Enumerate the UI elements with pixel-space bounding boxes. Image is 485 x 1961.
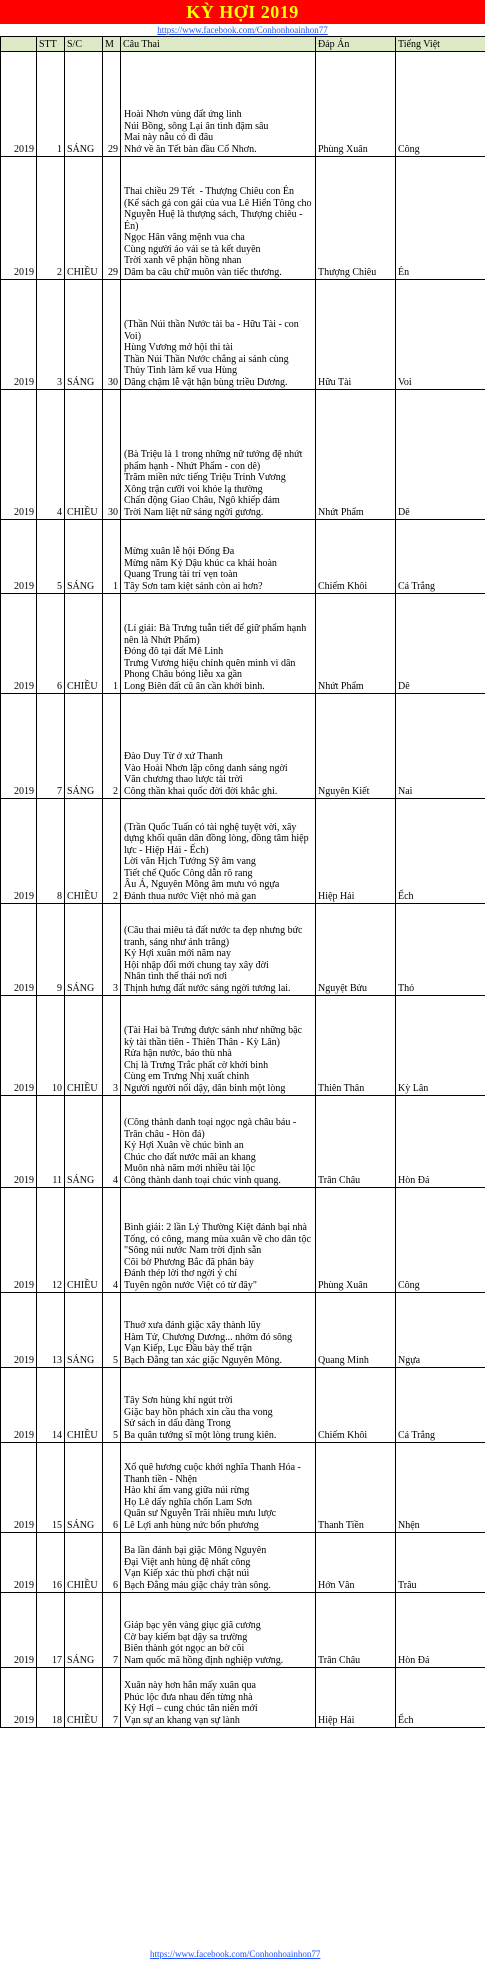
row-session: CHIỀU <box>65 1533 103 1593</box>
row-day: 5 <box>103 1368 121 1443</box>
row-answer: Quang Minh <box>316 1293 396 1368</box>
row-session: SÁNG <box>65 904 103 996</box>
header-tieng-viet: Tiếng Việt <box>396 37 485 52</box>
row-animal: Hòn Đá <box>396 1096 485 1188</box>
row-cau-thai: Tây Sơn hùng khí ngút trời Giặc bay hồn phách xin cầu tha vong Sử sách in dấu đàng Trong Ba quân tướng sĩ một lòng trung kiên. <box>121 1368 316 1443</box>
table-row <box>1 390 485 520</box>
table-row <box>1 1593 485 1668</box>
row-year: 2019 <box>1 390 37 520</box>
row-cau-thai: (Bà Triệu là 1 trong những nữ tướng đệ nhứt phẩm hạnh - Nhứt Phẩm - con dê) Trăm miền nức tiếng Triệu Trinh Vương Xông trận cưỡi voi khỏe lạ thường Chấn động Giao Châu, Ngô khiếp đảm Trời Nam liệt nữ sáng ngời gương. <box>121 390 316 520</box>
row-session: CHIỀU <box>65 390 103 520</box>
row-year: 2019 <box>1 157 37 280</box>
row-answer: Hiệp Hải <box>316 1668 396 1728</box>
table-row <box>1 1668 485 1728</box>
row-year: 2019 <box>1 1188 37 1293</box>
row-answer: Chiếm Khôi <box>316 1368 396 1443</box>
row-day: 3 <box>103 996 121 1096</box>
row-answer: Trân Châu <box>316 1096 396 1188</box>
row-animal: Nhện <box>396 1443 485 1533</box>
row-animal: Cá Trắng <box>396 520 485 594</box>
row-stt: 12 <box>37 1188 65 1293</box>
table-row <box>1 1533 485 1593</box>
row-answer: Nguyên Kiết <box>316 694 396 799</box>
row-day: 30 <box>103 390 121 520</box>
row-session: CHIỀU <box>65 1188 103 1293</box>
row-cau-thai: (Câu thai miêu tả đất nước ta đẹp nhưng bức tranh, sáng như ánh trăng) Kỷ Hợi xuân mới năm nay Hội nhập đổi mới chung tay xây đời Nhân tình thế thái nơi nơi Thịnh hưng đất nước sáng ngời tương lai. <box>121 904 316 996</box>
row-session: CHIỀU <box>65 1668 103 1728</box>
row-session: SÁNG <box>65 694 103 799</box>
row-year: 2019 <box>1 1593 37 1668</box>
row-animal: Cá Trắng <box>396 1368 485 1443</box>
row-stt: 14 <box>37 1368 65 1443</box>
row-cau-thai: Giáp bạc yên vàng giục giã cương Cờ bay kiếm bạt dậy sa trường Biên thành gót ngọc an bờ cõi Nam quốc mã hồng định nghiệp vương. <box>121 1593 316 1668</box>
sheet-title: KỲ HỢI 2019 <box>0 0 485 24</box>
row-answer: Nhứt Phẩm <box>316 390 396 520</box>
row-animal: Ếch <box>396 1668 485 1728</box>
header-year <box>1 37 37 52</box>
row-cau-thai: Hoài Nhơn vùng đất ứng linh Núi Bồng, sông Lại ân tình đậm sâu Mai này nẫu có đi đâu Nhớ về ăn Tết bàn đầu Cổ Nhơn. <box>121 52 316 157</box>
row-day: 6 <box>103 1443 121 1533</box>
row-day: 29 <box>103 157 121 280</box>
row-cau-thai: Mừng xuân lễ hội Đống Đa Mừng năm Kỷ Dậu khúc ca khải hoàn Quang Trung tài trí vẹn toàn Tây Sơn tam kiệt sánh còn ai hơn? <box>121 520 316 594</box>
row-stt: 17 <box>37 1593 65 1668</box>
row-answer: Nhứt Phẩm <box>316 594 396 694</box>
row-stt: 5 <box>37 520 65 594</box>
row-stt: 9 <box>37 904 65 996</box>
facebook-link[interactable]: https://www.facebook.com/Conhonhoainhon77 <box>157 25 328 35</box>
row-animal: Voi <box>396 280 485 390</box>
row-day: 30 <box>103 280 121 390</box>
row-session: CHIỀU <box>65 157 103 280</box>
row-year: 2019 <box>1 520 37 594</box>
row-day: 29 <box>103 52 121 157</box>
table-row <box>1 52 485 157</box>
row-stt: 11 <box>37 1096 65 1188</box>
row-stt: 6 <box>37 594 65 694</box>
row-year: 2019 <box>1 996 37 1096</box>
row-animal: Ếch <box>396 799 485 904</box>
table-row <box>1 996 485 1096</box>
row-session: SÁNG <box>65 1443 103 1533</box>
row-cau-thai: Bình giải: 2 lần Lý Thường Kiệt đánh bại nhà Tống, có công, mang mùa xuân về cho dân tộc "Sông núi nước Nam trời định sẵn Cõi bờ Phương Bắc đã phân bày Đánh thép lời thơ ngời ý chí Tuyên ngôn nước Việt có từ đây" <box>121 1188 316 1293</box>
row-stt: 8 <box>37 799 65 904</box>
row-animal: Trâu <box>396 1533 485 1593</box>
riddle-table <box>0 36 485 1728</box>
table-row <box>1 520 485 594</box>
row-answer: Thiên Thân <box>316 996 396 1096</box>
row-stt: 3 <box>37 280 65 390</box>
table-row <box>1 799 485 904</box>
row-stt: 10 <box>37 996 65 1096</box>
table-body <box>1 52 485 1728</box>
row-year: 2019 <box>1 280 37 390</box>
row-stt: 7 <box>37 694 65 799</box>
row-session: CHIỀU <box>65 1368 103 1443</box>
row-cau-thai: Thuở xưa đánh giặc xây thành lũy Hàm Tử, Chương Dương... nhớm đó sông Vạn Kiếp, Lục Đầu bày thế trận Bạch Đằng tan xác giặc Nguyên Mông. <box>121 1293 316 1368</box>
header-m: M <box>103 37 121 52</box>
row-stt: 4 <box>37 390 65 520</box>
table-header <box>1 37 485 52</box>
row-cau-thai: (Tài Hai bà Trưng được sánh như những bậc kỳ tài thần tiên - Thiên Thân - Kỳ Lân) Rửa hận nước, báo thù nhà Chị là Trưng Trắc phất cờ khởi binh Cùng em Trưng Nhị xuất chinh Người người nối dậy, dân binh một lòng <box>121 996 316 1096</box>
header-cau-thai: Câu Thai <box>121 37 316 52</box>
table-row <box>1 1096 485 1188</box>
row-day: 4 <box>103 1096 121 1188</box>
table-row <box>1 157 485 280</box>
row-answer: Thượng Chiêu <box>316 157 396 280</box>
table-row <box>1 1443 485 1533</box>
row-animal: Kỳ Lân <box>396 996 485 1096</box>
row-session: CHIỀU <box>65 799 103 904</box>
row-cau-thai: Xuân này hơn hẳn mấy xuân qua Phúc lộc đưa nhau đến từng nhà Kỷ Hợi – cung chúc tân niên mới Vạn sự an khang vạn sự lành <box>121 1668 316 1728</box>
footer-link[interactable]: https://www.facebook.com/Conhonhoainhon77 <box>150 1949 321 1959</box>
row-answer: Chiếm Khôi <box>316 520 396 594</box>
table-row <box>1 1368 485 1443</box>
row-year: 2019 <box>1 52 37 157</box>
row-answer: Phùng Xuân <box>316 1188 396 1293</box>
row-year: 2019 <box>1 799 37 904</box>
row-session: SÁNG <box>65 280 103 390</box>
header-stt: STT <box>37 37 65 52</box>
row-animal: Hòn Đá <box>396 1593 485 1668</box>
row-animal: Dê <box>396 390 485 520</box>
row-animal: Dê <box>396 594 485 694</box>
row-session: SÁNG <box>65 520 103 594</box>
row-answer: Hiệp Hải <box>316 799 396 904</box>
row-day: 1 <box>103 594 121 694</box>
row-animal: Nai <box>396 694 485 799</box>
row-day: 7 <box>103 1593 121 1668</box>
row-answer: Nguyệt Bửu <box>316 904 396 996</box>
row-animal: Ngựa <box>396 1293 485 1368</box>
row-day: 3 <box>103 904 121 996</box>
header-dap-an: Đáp Án <box>316 37 396 52</box>
row-day: 5 <box>103 1293 121 1368</box>
row-answer: Hớn Vân <box>316 1533 396 1593</box>
row-session: SÁNG <box>65 1293 103 1368</box>
row-answer: Hữu Tài <box>316 280 396 390</box>
row-day: 1 <box>103 520 121 594</box>
row-session: SÁNG <box>65 1593 103 1668</box>
row-year: 2019 <box>1 1368 37 1443</box>
row-answer: Trân Châu <box>316 1593 396 1668</box>
row-year: 2019 <box>1 1668 37 1728</box>
row-session: SÁNG <box>65 1096 103 1188</box>
row-year: 2019 <box>1 694 37 799</box>
row-cau-thai: (Công thành danh toại ngọc ngà châu báu - Trân châu - Hòn đá) Kỷ Hợi Xuân về chúc bình an Chúc cho đất nước mãi an khang Muôn nhà năm mới nhiều tài lộc Công thành danh toại chúc vinh quang. <box>121 1096 316 1188</box>
row-cau-thai: Ba lần đánh bại giặc Mông Nguyên Đại Việt anh hùng đệ nhất công Vạn Kiếp xác thù phơi chật núi Bạch Đằng máu giặc chảy tràn sông. <box>121 1533 316 1593</box>
row-stt: 2 <box>37 157 65 280</box>
row-day: 2 <box>103 694 121 799</box>
row-year: 2019 <box>1 1533 37 1593</box>
row-animal: Thỏ <box>396 904 485 996</box>
table-row <box>1 904 485 996</box>
row-answer: Phùng Xuân <box>316 52 396 157</box>
row-cau-thai: Xổ quê hương cuộc khởi nghĩa Thanh Hóa - Thanh tiền - Nhện Hào khí ẩm vang giữa núi rừng Họ Lê dấy nghĩa chốn Lam Sơn Quân sư Nguyễn Trãi nhiều mưu lược Lê Lợi anh hùng nức bốn phương <box>121 1443 316 1533</box>
row-session: CHIỀU <box>65 594 103 694</box>
row-animal: Công <box>396 52 485 157</box>
row-year: 2019 <box>1 1293 37 1368</box>
row-cau-thai: Thai chiều 29 Tết - Thượng Chiêu con Én (Kể sách gả con gái của vua Lê Hiển Tông cho Nguyễn Huệ là thượng sách, Thượng chiêu - Én) Ngọc Hân vâng mệnh vua cha Cùng người áo vải se tà kết duyên Trời xanh vẽ phận hồng nhan Dâm ba câu chữ muôn vàn tiếc thương. <box>121 157 316 280</box>
row-day: 7 <box>103 1668 121 1728</box>
row-cau-thai: (Lí giải: Bà Trưng tuẫn tiết để giữ phẩm hạnh nên là Nhứt Phẩm) Đóng đô tại đất Mê Linh Trưng Vương hiệu chỉnh quên mình vì dân Phong Châu bóng liễu xa gần Long Biên đất cũ ân cần khởi binh. <box>121 594 316 694</box>
row-year: 2019 <box>1 594 37 694</box>
row-stt: 16 <box>37 1533 65 1593</box>
row-day: 2 <box>103 799 121 904</box>
table-row <box>1 280 485 390</box>
row-stt: 1 <box>37 52 65 157</box>
row-animal: Công <box>396 1188 485 1293</box>
row-session: CHIỀU <box>65 996 103 1096</box>
row-year: 2019 <box>1 1443 37 1533</box>
table-row <box>1 1188 485 1293</box>
row-year: 2019 <box>1 1096 37 1188</box>
row-year: 2019 <box>1 904 37 996</box>
row-stt: 18 <box>37 1668 65 1728</box>
row-animal: Én <box>396 157 485 280</box>
row-cau-thai: (Trần Quốc Tuấn có tài nghệ tuyệt vời, xây dựng khối quân dân đồng lòng, đồng tâm hiệp lực - Hiệp Hải - Ếch) Lời văn Hịch Tướng Sỹ âm vang Tiết chế Quốc Công dẫn rõ rang Âu Á, Nguyên Mông âm mưu vó ngựa Đánh thua nước Việt nhỏ mà gan <box>121 799 316 904</box>
table-row <box>1 594 485 694</box>
row-day: 4 <box>103 1188 121 1293</box>
row-cau-thai: (Thần Núi thần Nước tài ba - Hữu Tài - con Voi) Hùng Vương mở hội thi tài Thần Núi Thần Nước chẳng ai sánh cùng Thủy Tinh làm kế vua Hùng Dâng chậm lễ vật hận bùng triều Dương. <box>121 280 316 390</box>
header-sc: S/C <box>65 37 103 52</box>
row-day: 6 <box>103 1533 121 1593</box>
row-session: SÁNG <box>65 52 103 157</box>
row-stt: 15 <box>37 1443 65 1533</box>
row-answer: Thanh Tiền <box>316 1443 396 1533</box>
row-cau-thai: Đào Duy Từ ở xứ Thanh Vào Hoài Nhơn lập công danh sáng ngời Văn chương thao lược tài trời Công thần khai quốc đời đời khắc ghi. <box>121 694 316 799</box>
table-row <box>1 1293 485 1368</box>
table-row <box>1 694 485 799</box>
row-stt: 13 <box>37 1293 65 1368</box>
